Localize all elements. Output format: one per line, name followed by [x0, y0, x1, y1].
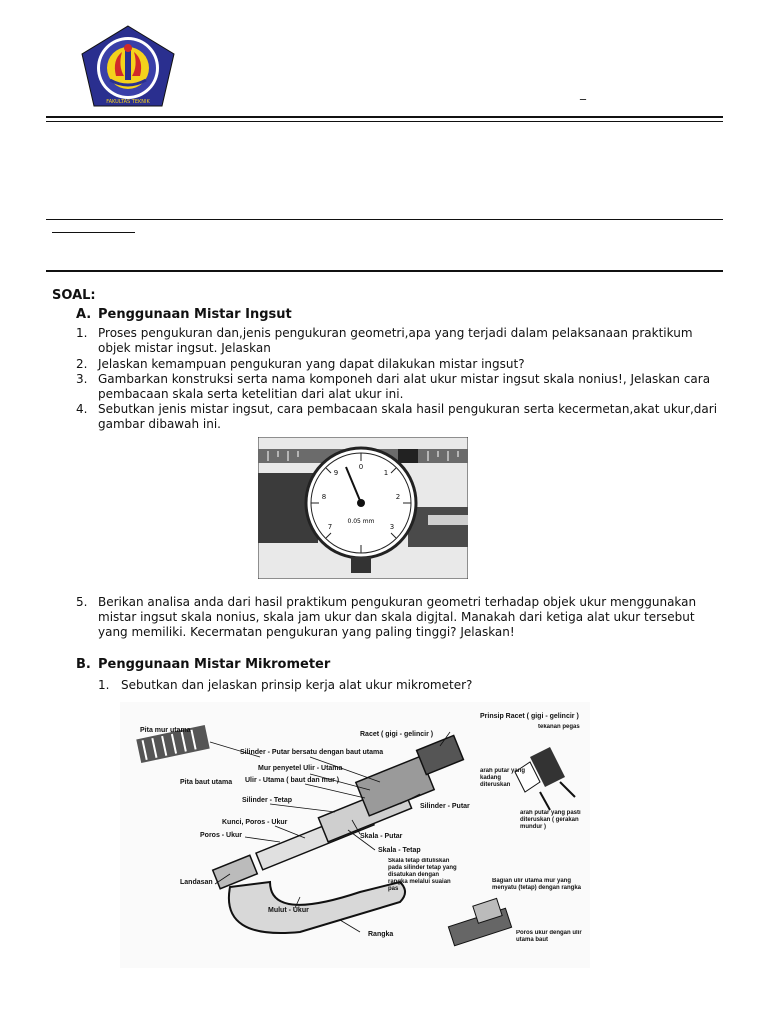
section-a-letter: A. — [76, 307, 92, 322]
label-poros-ukur: Poros - Ukur — [200, 832, 243, 839]
svg-text:7: 7 — [327, 523, 333, 531]
label-mur-penyetel: Mur penyetel Ulir - Utama — [258, 765, 343, 772]
svg-text:9: 9 — [333, 469, 339, 477]
question-number: 1. — [98, 678, 110, 692]
label-prinsip-racet: Prinsip Racet ( gigi - gelincir ) — [480, 713, 579, 720]
header-rule-double — [46, 121, 723, 122]
dial-scale-text: 0.05 mm — [347, 518, 375, 525]
label-mulut-ukur: Mulut - Ukur — [268, 907, 309, 914]
question-number: 2. — [76, 357, 88, 371]
svg-text:1: 1 — [383, 469, 389, 477]
question-number: 3. — [76, 372, 88, 386]
logo-text-bottom: FAKULTAS TEKNIK — [106, 99, 150, 105]
label-ulir-utama: Ulir - Utama ( baut dan mur ) — [245, 777, 340, 784]
svg-text:2: 2 — [395, 493, 401, 501]
label-racet: Racet ( gigi - gelincir ) — [360, 731, 434, 738]
svg-text:8: 8 — [321, 493, 327, 501]
question-text: Sebutkan dan jelaskan prinsip kerja alat ukur mikrometer? — [121, 678, 473, 692]
section-a-title: Penggunaan Mistar Ingsut — [98, 307, 292, 322]
svg-text:3: 3 — [389, 523, 395, 531]
short-underline — [52, 232, 135, 233]
label-poros-ukur-desc: Poros ukur dengan ulir utama baut — [516, 930, 582, 943]
label-kunci-poros: Kunci, Poros - Ukur — [222, 819, 288, 826]
question-number: 5. — [76, 595, 88, 609]
question-number: 1. — [76, 326, 88, 340]
label-landasan: Landasan — [180, 879, 213, 886]
header-rule — [46, 116, 723, 118]
label-arah-putar-kadang: arah putar yang kadang diteruskan — [480, 768, 526, 788]
section-b-letter: B. — [76, 657, 91, 672]
dial-caliper-figure — [258, 437, 468, 579]
label-silinder-tetap: Silinder - Tetap — [242, 797, 293, 804]
soal-label: SOAL: — [52, 288, 96, 303]
section-b-title: Penggunaan Mistar Mikrometer — [98, 657, 331, 672]
label-tekanan-pegas: tekanan pegas — [538, 724, 580, 730]
question-number: 4. — [76, 402, 88, 416]
university-logo — [78, 24, 178, 110]
info-rule — [46, 219, 723, 220]
question-text: Proses pengukuran dan,jenis pengukuran geometri,apa yang terjadi dalam pelaksanaan praktikum objek mistar ingsut. Jelaskan — [98, 326, 693, 355]
question-text: Berikan analisa anda dari hasil praktikum pengukuran geometri terhadap objek ukur menggunakan mistar ingsut skala nonius, skala jam ukur dan skala digjtal. Manakah dari ketiga alat ukur tersebut yang memiliki. Kecermatan pengukuran yang paling tinggi? Jelaskan! — [98, 595, 697, 639]
label-pita-mur: Pita mur utama — [140, 727, 191, 734]
svg-text:0: 0 — [358, 463, 364, 471]
question-text: Gambarkan konstruksi serta nama komponeh dari alat ukur mistar ingsut skala nonius!, Jelaskan cara pembacaan skala serta ketelitian dari alat ukur ini. — [98, 372, 711, 401]
label-skala-tetap: Skala - Tetap — [378, 847, 421, 854]
question-text: Jelaskan kemampuan pengukuran yang dapat dilakukan mistar ingsut? — [98, 357, 525, 371]
label-skala-putar: Skala - Putar — [360, 833, 403, 840]
label-bagian-ulir: Bagian ulir utama mur yang menyatu (tetap) dengan rangka — [492, 878, 582, 891]
label-pita-baut: Pita baut utama — [180, 779, 233, 786]
label-silinder-putar-bersatu: Silinder - Putar bersatu dengan baut utama — [240, 749, 384, 756]
header-dash: _ — [580, 86, 586, 100]
label-rangka: Rangka — [368, 931, 394, 938]
label-skala-tetap-desc: Skala tetap dituliskan pada silinder tetap yang disatukan dengan rangka melalui suaian pas — [388, 858, 457, 892]
question-text: Sebutkan jenis mistar ingsut, cara pembacaan skala hasil pengukuran serta kecermetan,akat ukur,dari gambar dibawah ini. — [98, 402, 718, 431]
section-rule — [46, 270, 723, 272]
label-silinder-putar: Silinder - Putar — [420, 803, 470, 810]
label-arah-putar-pasti: arah putar yang pasti diteruskan ( gerakan mundur ) — [520, 810, 581, 830]
micrometer-diagram — [120, 702, 590, 968]
